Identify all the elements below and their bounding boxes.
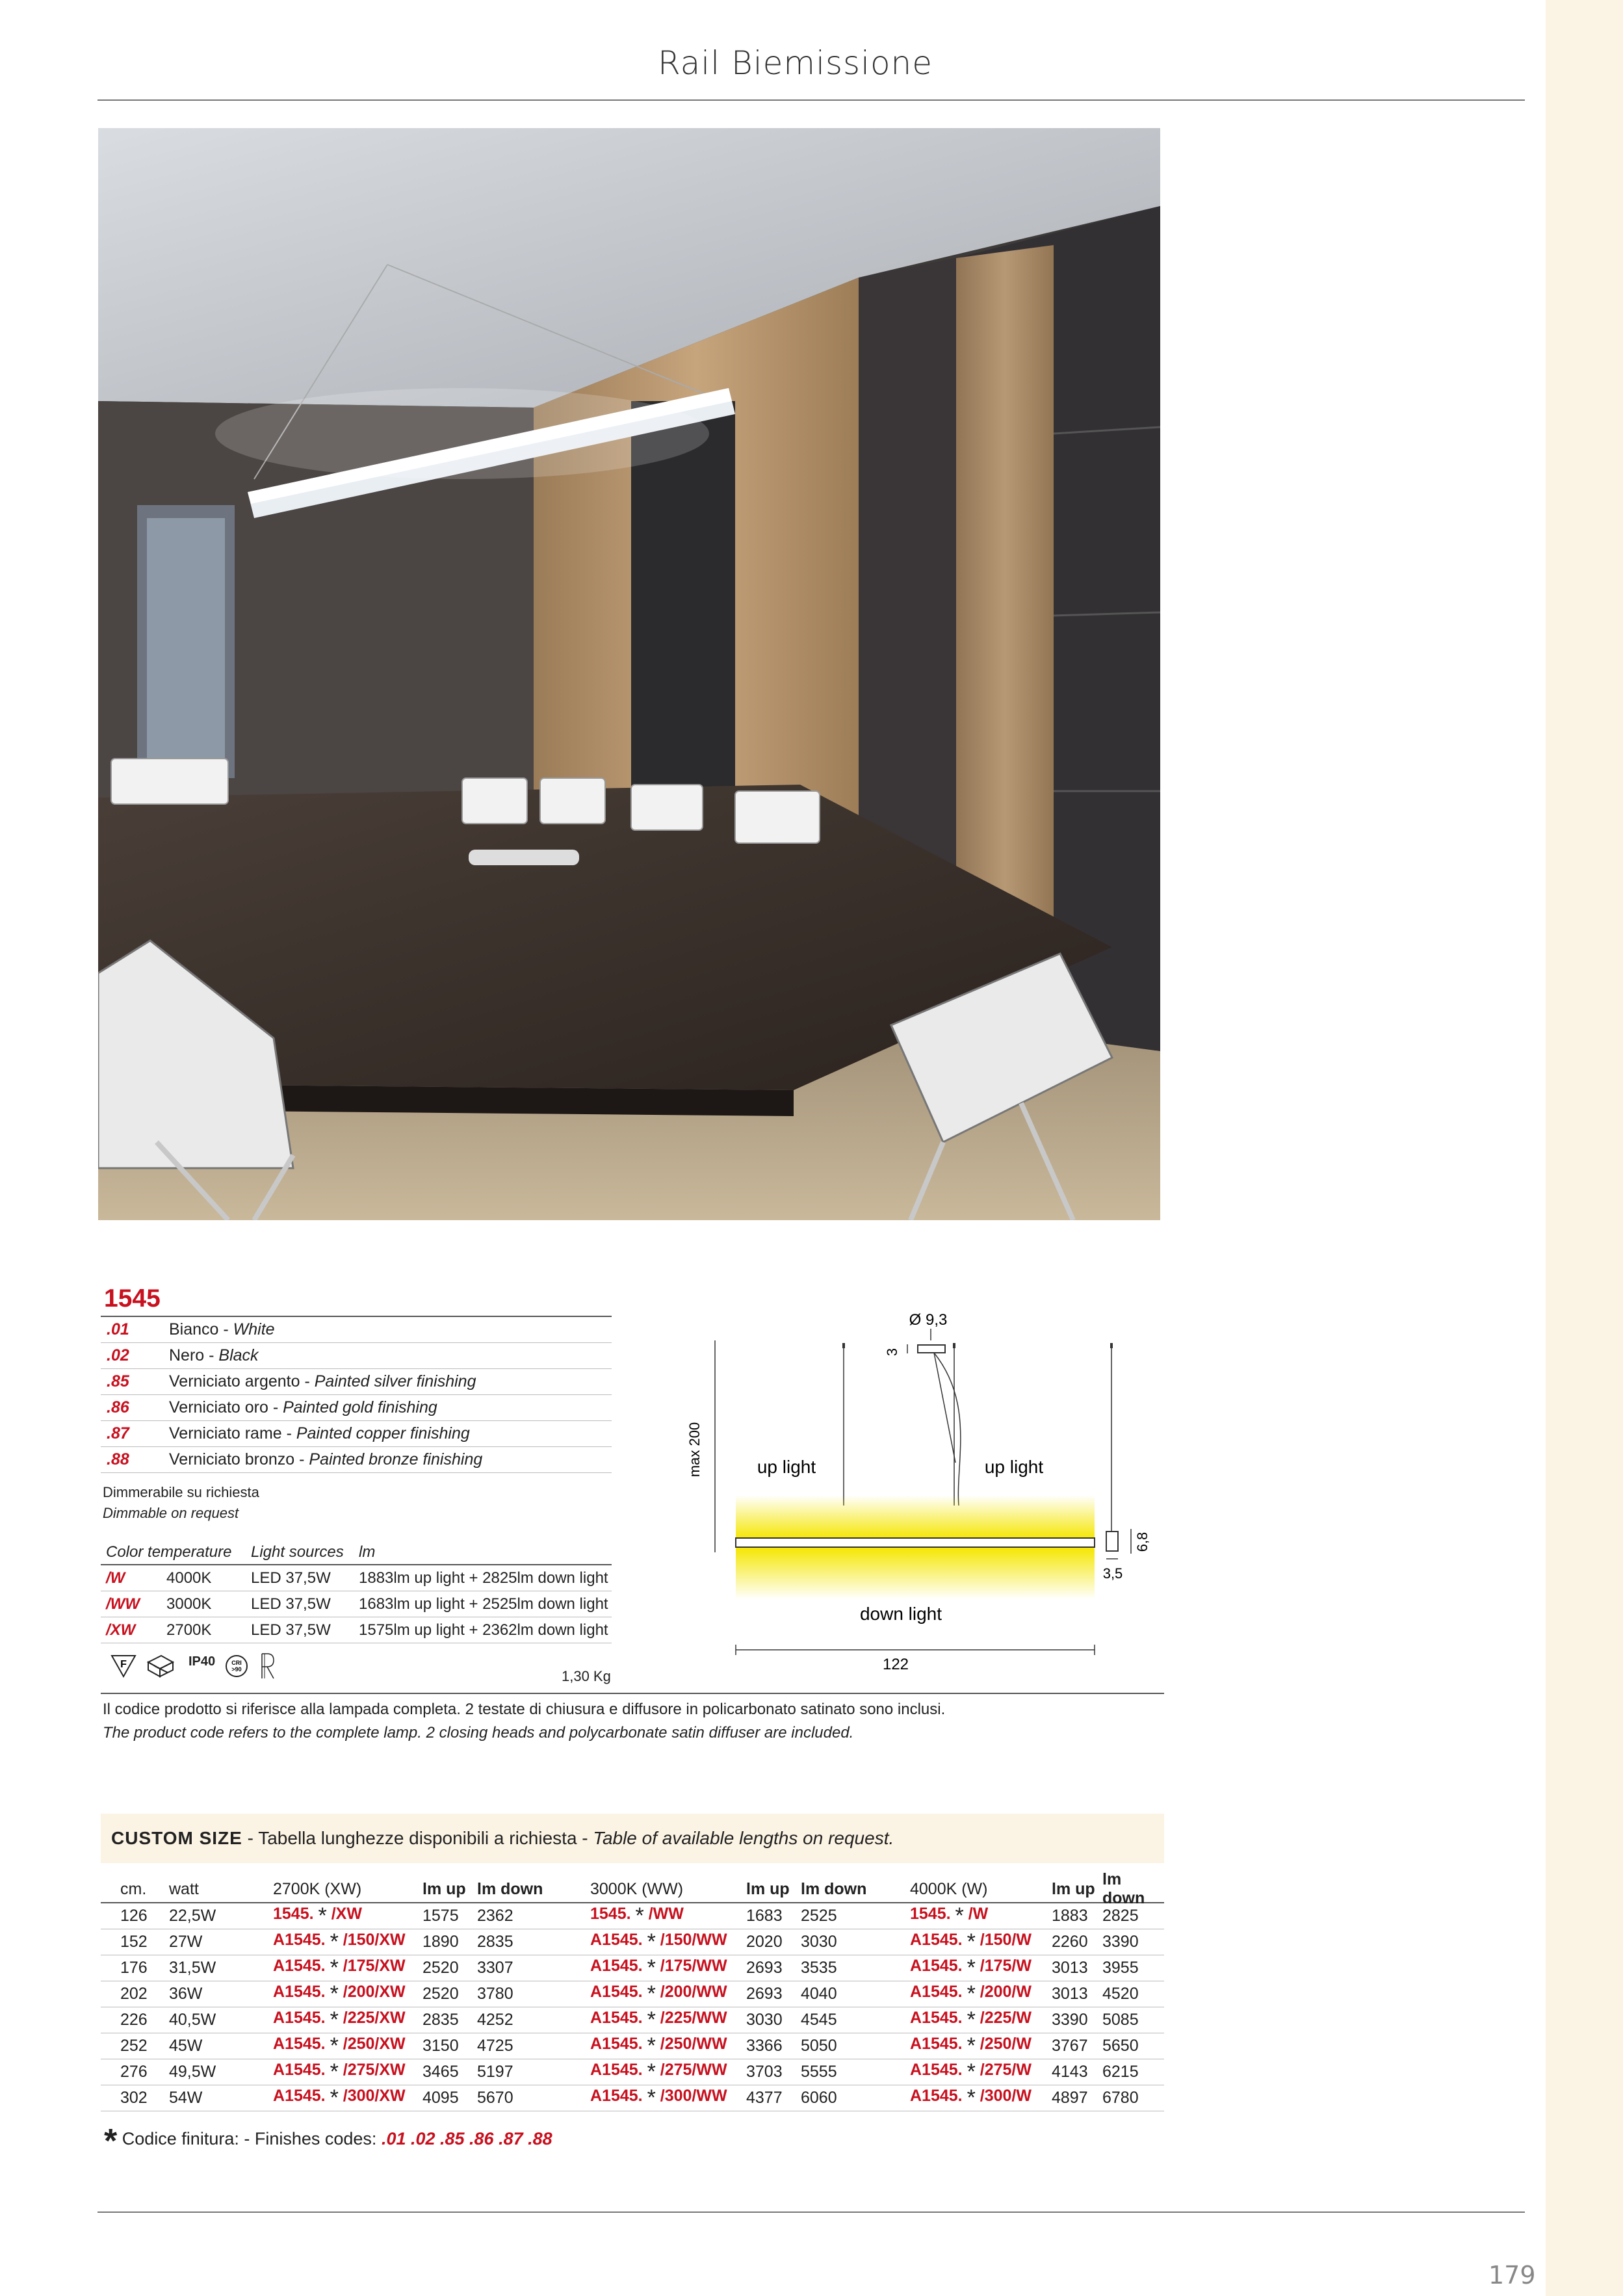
meeting-room-photo (98, 128, 1160, 1220)
article-code-suffix: /225/WW (660, 2009, 727, 2027)
ct-source: LED 37,5W (251, 1621, 331, 1639)
finish-row (101, 1343, 612, 1369)
article-code-suffix: /WW (648, 1905, 684, 1923)
cell-ww-up: 3366 (746, 2037, 783, 2055)
article-code-prefix: A1545. (273, 1957, 326, 1975)
color-temp-header (101, 1541, 612, 1565)
article-code-w (910, 1955, 1052, 1981)
color-temp-table (101, 1541, 612, 1643)
cell-xw-down: 5670 (477, 2089, 513, 2107)
asterisk-icon: * (967, 2033, 976, 2058)
finish-name-it: Verniciato oro - (169, 1398, 283, 1416)
custom-size-rows (101, 1903, 1164, 2111)
article-code-prefix: A1545. (590, 2035, 643, 2053)
finish-name-en: Painted gold finishing (283, 1398, 437, 1416)
custom-size-desc-it: - Tabella lunghezze disponibili a richiesta - (242, 1828, 593, 1848)
article-code-w (910, 2033, 1052, 2059)
header-color-temperature: Color temperature (106, 1543, 232, 1561)
finish-row (101, 1447, 612, 1473)
page-title: Rail Biemissione (658, 44, 933, 82)
cell-xw-up: 3150 (422, 2037, 459, 2055)
article-code-ww (590, 2059, 746, 2085)
article-code-xw (273, 1981, 422, 2007)
cell-w-up: 4897 (1052, 2089, 1088, 2107)
ct-temp: 3000K (166, 1595, 212, 1613)
article-code-suffix: /200/W (980, 1983, 1032, 2001)
finish-name-en: White (233, 1320, 275, 1338)
cri-label: CRI (231, 1660, 242, 1666)
asterisk-icon: * (967, 2007, 976, 2032)
ct-lm: 1575lm up light + 2362lm down light (359, 1621, 608, 1639)
custom-size-desc-en: Table of available lengths on request. (593, 1828, 894, 1848)
custom-size-row (101, 2007, 1164, 2033)
cell-ww-up: 3703 (746, 2063, 783, 2081)
cell-ww-up: 1683 (746, 1907, 783, 1925)
article-code-prefix: A1545. (590, 1931, 643, 1949)
article-code-prefix: A1545. (910, 2087, 963, 2105)
asterisk-icon: * (330, 2059, 339, 2084)
technical-drawing (676, 1300, 1157, 1690)
cell-watt: 54W (169, 2089, 203, 2107)
asterisk-icon: * (647, 2059, 656, 2084)
col-lm-down: lm down (477, 1879, 543, 1898)
article-code-suffix: /W (968, 1905, 989, 1923)
asterisk-icon: * (967, 2059, 976, 2084)
cell-ww-down: 6060 (801, 2089, 837, 2107)
ct-lm: 1883lm up light + 2825lm down light (359, 1569, 608, 1587)
ct-code: /W (106, 1569, 125, 1587)
finish-name-it: Bianco - (169, 1320, 233, 1338)
finish-code: .85 (107, 1372, 129, 1390)
cri-value: >90 (231, 1666, 242, 1673)
color-temp-row (101, 1565, 612, 1591)
article-code-ww (590, 1955, 746, 1981)
finish-name-en: Painted silver finishing (314, 1372, 476, 1390)
custom-size-row (101, 2085, 1164, 2111)
article-code-prefix: A1545. (273, 2087, 326, 2105)
asterisk-icon: * (330, 2007, 339, 2032)
product-note-it: Il codice prodotto si riferisce alla lampada completa. 2 testate di chiusura e diffusore in policarbonato satinato sono inclusi. (103, 1701, 946, 1718)
ct-temp: 4000K (166, 1569, 212, 1587)
article-code-suffix: /275/WW (660, 2061, 727, 2079)
footer-rule (97, 2211, 1525, 2213)
cell-w-down: 5085 (1102, 2011, 1139, 2029)
asterisk-icon: * (647, 2085, 656, 2110)
color-temp-row (101, 1617, 612, 1643)
custom-size-row (101, 2059, 1164, 2085)
custom-size-row (101, 1929, 1164, 1955)
asterisk-icon: * (647, 1929, 656, 1954)
asterisk-icon: * (967, 1955, 976, 1980)
col-lm-up: lm up (746, 1879, 790, 1898)
cell-ww-up: 4377 (746, 2089, 783, 2107)
article-code-xw (273, 2085, 422, 2111)
custom-size-band (101, 1814, 1164, 1863)
finish-code: .88 (107, 1450, 129, 1468)
finish-name-en: Black (218, 1346, 259, 1364)
finish-code: .86 (107, 1398, 129, 1416)
page-number: 179 (1488, 2261, 1536, 2289)
article-code-prefix: A1545. (590, 2009, 643, 2027)
article-code-ww (590, 2007, 746, 2033)
cell-cm: 202 (120, 1985, 148, 2003)
cell-xw-up: 2835 (422, 2011, 459, 2029)
article-code-prefix: A1545. (910, 2009, 963, 2027)
cell-w-up: 2260 (1052, 1933, 1088, 1951)
col-lm-down: lm down (801, 1879, 867, 1898)
cell-w-down: 3390 (1102, 1933, 1139, 1951)
lamp-body (736, 1538, 1095, 1547)
cell-ww-down: 5050 (801, 2037, 837, 2055)
diameter-label: Ø 9,3 (909, 1311, 948, 1329)
finish-code: .01 (107, 1320, 129, 1338)
up-light-glow (736, 1495, 1095, 1539)
cell-w-up: 3013 (1052, 1985, 1088, 2003)
finish-name-en: Painted bronze finishing (309, 1450, 483, 1468)
cell-ww-down: 4545 (801, 2011, 837, 2029)
cell-xw-up: 2520 (422, 1959, 459, 1977)
article-code-suffix: /300/WW (660, 2087, 727, 2105)
article-code-xw (273, 2007, 422, 2033)
cell-cm: 302 (120, 2089, 148, 2107)
article-code-prefix: 1545. (910, 1905, 951, 1923)
asterisk-icon: * (955, 1903, 964, 1928)
col-3000k: 3000K (WW) (590, 1879, 684, 1898)
profile-height-label: 6,8 (1134, 1532, 1150, 1552)
max-height-label: max 200 (686, 1422, 703, 1478)
custom-size-row (101, 1981, 1164, 2007)
up-light-right-label: up light (984, 1457, 1044, 1477)
cri-icon (224, 1654, 249, 1678)
asterisk-icon: * (318, 1903, 327, 1928)
col-2700k: 2700K (XW) (273, 1879, 362, 1898)
article-code-w (910, 1929, 1052, 1955)
color-temp-row (101, 1591, 612, 1617)
cell-w-down: 3955 (1102, 1959, 1139, 1977)
col-cm: cm. (120, 1879, 147, 1898)
down-light-label: down light (859, 1604, 942, 1624)
article-code-suffix: /175/W (980, 1957, 1032, 1975)
cell-xw-up: 3465 (422, 2063, 459, 2081)
asterisk-icon: * (647, 1981, 656, 2006)
col-lm-down: lm down (1102, 1870, 1145, 1907)
finish-row (101, 1317, 612, 1343)
cell-watt: 45W (169, 2037, 203, 2055)
asterisk-icon: * (967, 2085, 976, 2110)
header-lm: lm (359, 1543, 376, 1561)
article-code-w (910, 2085, 1052, 2111)
custom-size-header (101, 1870, 1164, 1907)
finish-name-it: Verniciato argento - (169, 1372, 315, 1390)
col-watt: watt (169, 1879, 199, 1898)
article-code-prefix: A1545. (910, 1983, 963, 2001)
cell-xw-down: 2362 (477, 1907, 513, 1925)
article-code-w (910, 2007, 1052, 2033)
finish-table (101, 1316, 612, 1473)
down-light-glow (736, 1547, 1095, 1599)
cell-xw-down: 3780 (477, 1985, 513, 2003)
product-photo (98, 128, 1160, 1220)
article-code-suffix: /250/WW (660, 2035, 727, 2053)
product-rule (101, 1693, 1164, 1694)
article-code-suffix: /300/W (980, 2087, 1032, 2105)
cell-cm: 276 (120, 2063, 148, 2081)
cell-w-down: 6780 (1102, 2089, 1139, 2107)
article-code-suffix: /XW (331, 1905, 362, 1923)
cell-xw-up: 1890 (422, 1933, 459, 1951)
custom-size-label: CUSTOM SIZE (111, 1828, 242, 1848)
article-code-prefix: A1545. (590, 1957, 643, 1975)
cell-ww-up: 2693 (746, 1985, 783, 2003)
finish-name-it: Verniciato bronzo - (169, 1450, 309, 1468)
finish-row (101, 1421, 612, 1447)
asterisk-icon: * (647, 2033, 656, 2058)
cell-watt: 36W (169, 1985, 203, 2003)
cell-cm: 252 (120, 2037, 148, 2055)
header-light-sources: Light sources (251, 1543, 344, 1561)
article-code-ww (590, 1903, 746, 1929)
asterisk-icon: * (104, 2122, 118, 2160)
article-code-prefix: A1545. (590, 1983, 643, 2001)
article-code-suffix: /150/XW (343, 1931, 406, 1949)
certification-icons (110, 1651, 278, 1681)
article-code-suffix: /200/XW (343, 1983, 406, 2001)
asterisk-icon: * (967, 1929, 976, 1954)
asterisk-icon: * (330, 1955, 339, 1980)
asterisk-icon: * (635, 1903, 644, 1928)
article-code-suffix: /175/WW (660, 1957, 727, 1975)
article-code-suffix: /250/W (980, 2035, 1032, 2053)
article-code-prefix: A1545. (910, 1957, 963, 1975)
cell-cm: 176 (120, 1959, 148, 1977)
cell-w-up: 3767 (1052, 2037, 1088, 2055)
article-code-prefix: A1545. (273, 2061, 326, 2079)
ip-rating: IP40 (188, 1654, 216, 1669)
asterisk-icon: * (647, 2007, 656, 2032)
article-code-ww (590, 1981, 746, 2007)
cell-ww-down: 5555 (801, 2063, 837, 2081)
custom-size-table (101, 1870, 1164, 2111)
side-wire-clamp (1110, 1343, 1113, 1348)
length-label: 122 (882, 1656, 909, 1673)
cell-ww-up: 2693 (746, 1959, 783, 1977)
cell-w-down: 2825 (1102, 1907, 1139, 1925)
article-code-suffix: /275/XW (343, 2061, 406, 2079)
cell-w-up: 4143 (1052, 2063, 1088, 2081)
article-code-prefix: A1545. (273, 2035, 326, 2053)
article-code-prefix: 1545. (273, 1905, 314, 1923)
article-code-suffix: /225/XW (343, 2009, 406, 2027)
article-code-suffix: /300/XW (343, 2087, 406, 2105)
article-code-prefix: 1545. (590, 1905, 631, 1923)
installation-icon (146, 1653, 175, 1679)
profile-section (1106, 1532, 1118, 1551)
article-code-suffix: /175/XW (343, 1957, 406, 1975)
header-rule (97, 99, 1525, 101)
article-code-suffix: /150/WW (660, 1931, 727, 1949)
custom-size-row (101, 1955, 1164, 1981)
product-weight: 1,30 Kg (562, 1668, 611, 1684)
finish-name-it: Nero - (169, 1346, 219, 1364)
product-code: 1545 (104, 1285, 161, 1312)
finishes-legend (104, 2122, 552, 2161)
dimmable-it: Dimmerabile su richiesta (103, 1484, 259, 1500)
article-code-xw (273, 2059, 422, 2085)
finish-name-it: Verniciato rame - (169, 1424, 296, 1442)
dimmable-note (103, 1482, 259, 1524)
cell-xw-up: 4095 (422, 2089, 459, 2107)
article-code-prefix: A1545. (590, 2061, 643, 2079)
article-code-xw (273, 1955, 422, 1981)
col-lm-up: lm up (422, 1879, 466, 1898)
dimmable-en: Dimmable on request (103, 1505, 239, 1521)
article-code-prefix: A1545. (273, 2009, 326, 2027)
cell-watt: 31,5W (169, 1959, 216, 1977)
article-code-prefix: A1545. (910, 2035, 963, 2053)
article-code-prefix: A1545. (910, 2061, 963, 2079)
asterisk-icon: * (330, 2085, 339, 2110)
ct-source: LED 37,5W (251, 1569, 331, 1587)
article-code-suffix: /150/W (980, 1931, 1032, 1949)
canopy-height-label: 3 (884, 1348, 900, 1357)
cell-xw-down: 2835 (477, 1933, 513, 1951)
right-wire-clamp (953, 1343, 955, 1348)
ct-source: LED 37,5W (251, 1595, 331, 1613)
cell-cm: 226 (120, 2011, 148, 2029)
asterisk-icon: * (330, 1981, 339, 2006)
article-code-prefix: A1545. (273, 1983, 326, 2001)
ct-temp: 2700K (166, 1621, 212, 1639)
cell-w-up: 3390 (1052, 2011, 1088, 2029)
cell-ww-down: 4040 (801, 1985, 837, 2003)
article-code-prefix: A1545. (273, 1931, 326, 1949)
cell-watt: 49,5W (169, 2063, 216, 2081)
cell-w-down: 6215 (1102, 2063, 1139, 2081)
ceiling-canopy (918, 1345, 945, 1353)
article-code-ww (590, 2085, 746, 2111)
finish-name-en: Painted copper finishing (296, 1424, 470, 1442)
cell-ww-down: 2525 (801, 1907, 837, 1925)
cell-ww-up: 3030 (746, 2011, 783, 2029)
cell-xw-down: 4252 (477, 2011, 513, 2029)
cell-watt: 40,5W (169, 2011, 216, 2029)
cell-ww-down: 3030 (801, 1933, 837, 1951)
asterisk-icon: * (647, 1955, 656, 1980)
ct-lm: 1683lm up light + 2525lm down light (359, 1595, 608, 1613)
ct-code: /WW (106, 1595, 140, 1613)
cell-watt: 27W (169, 1933, 203, 1951)
cell-xw-down: 3307 (477, 1959, 513, 1977)
left-wire-clamp (842, 1343, 845, 1348)
article-code-w (910, 2059, 1052, 2085)
finish-code: .02 (107, 1346, 129, 1364)
cell-ww-down: 3535 (801, 1959, 837, 1977)
cell-xw-up: 1575 (422, 1907, 459, 1925)
product-note (103, 1698, 945, 1745)
article-code-xw (273, 1929, 422, 1955)
asterisk-icon: * (330, 1929, 339, 1954)
cell-ww-up: 2020 (746, 1933, 783, 1951)
dimmable-icon (258, 1651, 278, 1681)
up-light-left-label: up light (757, 1457, 816, 1477)
cell-watt: 22,5W (169, 1907, 216, 1925)
col-4000k: 4000K (W) (910, 1879, 988, 1898)
cell-cm: 152 (120, 1933, 148, 1951)
article-code-suffix: /200/WW (660, 1983, 727, 2001)
asterisk-icon: * (330, 2033, 339, 2058)
profile-width-label: 3,5 (1102, 1565, 1123, 1582)
article-code-suffix: /225/W (980, 2009, 1032, 2027)
cell-xw-up: 2520 (422, 1985, 459, 2003)
article-code-xw (273, 2033, 422, 2059)
finishes-label: Codice finitura: - Finishes codes: (117, 2129, 382, 2148)
cell-xw-down: 5197 (477, 2063, 513, 2081)
cell-w-down: 4520 (1102, 1985, 1139, 2003)
finish-row (101, 1395, 612, 1421)
cell-w-up: 3013 (1052, 1959, 1088, 1977)
side-band (1546, 0, 1623, 2296)
article-code-w (910, 1903, 1052, 1929)
finish-row (101, 1369, 612, 1395)
product-note-en: The product code refers to the complete lamp. 2 closing heads and polycarbonate satin diffuser are included. (103, 1724, 854, 1742)
article-code-prefix: A1545. (910, 1931, 963, 1949)
cell-xw-down: 4725 (477, 2037, 513, 2055)
ct-code: /XW (106, 1621, 136, 1639)
custom-size-row (101, 2033, 1164, 2059)
article-code-suffix: /250/XW (343, 2035, 406, 2053)
asterisk-icon: * (967, 1981, 976, 2006)
f-mark-icon (110, 1653, 136, 1679)
finishes-codes: .01 .02 .85 .86 .87 .88 (381, 2129, 552, 2148)
col-lm-up: lm up (1052, 1879, 1095, 1898)
article-code-xw (273, 1903, 422, 1929)
f-mark-letter: F (120, 1659, 127, 1670)
article-code-w (910, 1981, 1052, 2007)
cell-w-up: 1883 (1052, 1907, 1088, 1925)
custom-size-row (101, 1903, 1164, 1929)
finish-code: .87 (107, 1424, 129, 1442)
article-code-suffix: /275/W (980, 2061, 1032, 2079)
article-code-ww (590, 1929, 746, 1955)
article-code-prefix: A1545. (590, 2087, 643, 2105)
article-code-ww (590, 2033, 746, 2059)
cell-w-down: 5650 (1102, 2037, 1139, 2055)
cell-cm: 126 (120, 1907, 148, 1925)
dimension-drawing (676, 1300, 1157, 1690)
